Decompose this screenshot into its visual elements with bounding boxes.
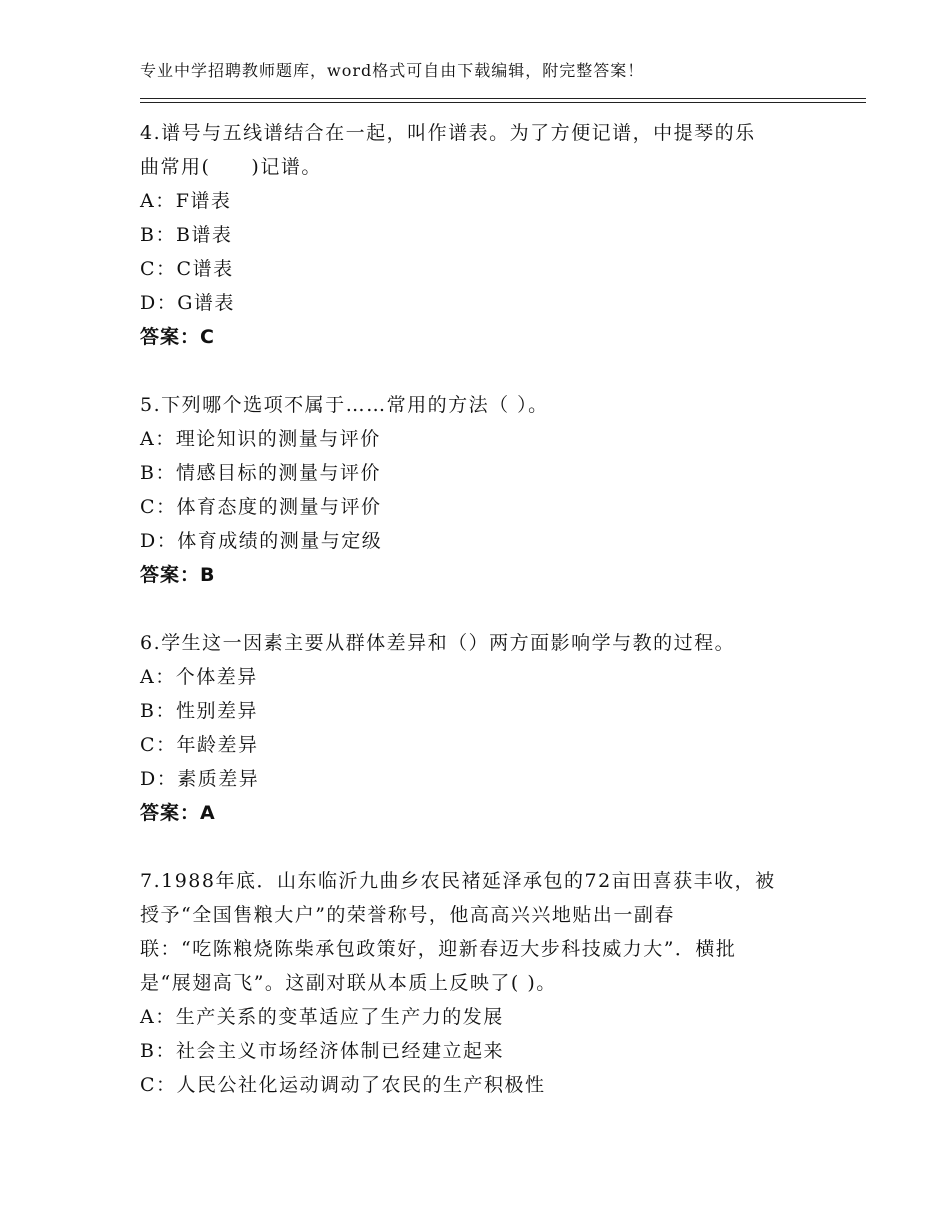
question-stem: 是“展翅高飞”。这副对联从本质上反映了( )。	[140, 972, 557, 994]
option-b: B：B谱表	[140, 224, 233, 246]
question-stem: 联：“吃陈粮烧陈柴承包政策好，迎新春迈大步科技威力大”．横批	[140, 938, 737, 960]
answer-label: 答案：A	[140, 802, 216, 824]
header-rule-bottom	[140, 102, 866, 103]
answer-label: 答案：B	[140, 564, 216, 586]
option-c: C：人民公社化运动调动了农民的生产积极性	[140, 1074, 546, 1096]
option-c: C：年龄差异	[140, 734, 259, 756]
question-stem: 7.1988年底．山东临沂九曲乡农民褚延泽承包的72亩田喜获丰收，被	[140, 870, 776, 892]
option-c: C：体育态度的测量与评价	[140, 496, 382, 518]
question-stem: 6.学生这一因素主要从群体差异和（）两方面影响学与教的过程。	[140, 632, 736, 654]
answer-label: 答案：C	[140, 326, 215, 348]
question-7	[140, 864, 820, 1102]
option-d: D：体育成绩的测量与定级	[140, 530, 383, 552]
page-header: 专业中学招聘教师题库，word格式可自由下载编辑，附完整答案！	[140, 61, 645, 80]
question-5	[140, 388, 820, 592]
option-b: B：社会主义市场经济体制已经建立起来	[140, 1040, 504, 1062]
option-a: A：F谱表	[140, 190, 232, 212]
question-stem: 4.谱号与五线谱结合在一起，叫作谱表。为了方便记谱，中提琴的乐	[140, 122, 756, 144]
option-d: D：G谱表	[140, 292, 235, 314]
question-stem: 5.下列哪个选项不属于……常用的方法（ ）。	[140, 394, 549, 416]
option-a: A：理论知识的测量与评价	[140, 428, 381, 450]
option-a: A：生产关系的变革适应了生产力的发展	[140, 1006, 504, 1028]
question-stem: 曲常用( )记谱。	[140, 156, 322, 178]
header-rule-top	[140, 98, 866, 99]
option-c: C：C谱表	[140, 258, 234, 280]
option-a: A：个体差异	[140, 666, 258, 688]
option-b: B：情感目标的测量与评价	[140, 462, 381, 484]
question-4	[140, 116, 820, 354]
option-b: B：性别差异	[140, 700, 258, 722]
question-list	[140, 116, 820, 1136]
question-6	[140, 626, 820, 830]
question-stem: 授予“全国售粮大户”的荣誉称号，他高高兴兴地贴出一副春	[140, 904, 675, 926]
option-d: D：素质差异	[140, 768, 260, 790]
